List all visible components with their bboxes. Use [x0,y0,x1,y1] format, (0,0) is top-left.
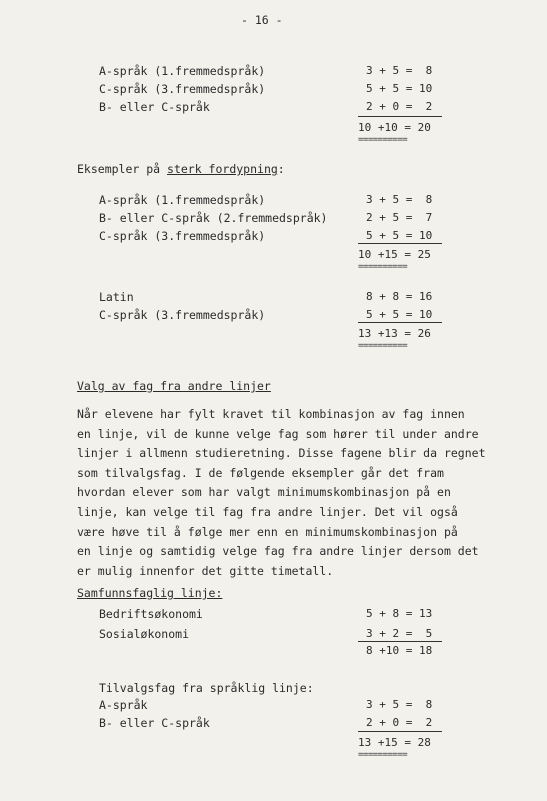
table1-row-value: 5 + 5 = 10 [366,82,433,95]
table1-row-value: 3 + 5 = 8 [366,64,433,77]
table3-total: 13 +13 = 26 [358,327,431,340]
heading-sterk-fordypning: Eksempler på sterk fordypning: [77,162,285,176]
table4-row-value: 3 + 2 = 5 [366,627,433,640]
sum-rule [358,322,442,323]
table3-row-label: Latin [99,290,134,304]
sum-rule [358,641,442,642]
heading-tilvalgsfag: Tilvalgsfag fra språklig linje: [99,681,314,695]
double-rule: ========== [358,750,408,760]
table5-total: 13 +15 = 28 [358,736,431,749]
table2-row-value: 3 + 5 = 8 [366,193,433,206]
sum-rule [358,731,442,732]
table2-row-value: 5 + 5 = 10 [366,229,433,242]
heading-samfunnsfaglig: Samfunnsfaglig linje: [77,586,223,600]
table5-row-value: 3 + 5 = 8 [366,698,433,711]
table1-row-label: B- eller C-språk [99,100,210,114]
table5-row-label: A-språk [99,698,148,712]
heading-valg-av-fag: Valg av fag fra andre linjer [77,379,271,393]
table3-row-label: C-språk (3.fremmedspråk) [99,308,266,322]
body-paragraph: Når elevene har fylt kravet til kombinasjon av fag innen en linje, vil de kunne velge fag som hører til under andre linjer i allmenn studieretning. Disse fagene blir da regnet som tilvalgsfag. I de følgende eksempler går det fram hvordan elever som har valgt minimumskombinasjon på en linje, kan velge til fag fra andre linjer. Det vil også være høve til å følge mer enn en minimumskombinasjon på en linje og samtidig velge fag fra andre linjer dersom det er mulig innenfor det gitte timetall. [77,407,486,578]
table1-row-value: 2 + 0 = 2 [366,100,433,113]
table1-total: 10 +10 = 20 [358,121,431,134]
table1-row-label: A-språk (1.fremmedspråk) [99,64,266,78]
page-number: - 16 - [241,13,283,27]
table4-row-label: Bedriftsøkonomi [99,607,203,621]
table4-row-value: 5 + 8 = 13 [366,607,433,620]
sum-rule [358,243,442,244]
table4-total: 8 +10 = 18 [366,644,433,657]
table3-row-value: 8 + 8 = 16 [366,290,433,303]
table3-row-value: 5 + 5 = 10 [366,308,433,321]
table2-row-label: C-språk (3.fremmedspråk) [99,229,266,243]
double-rule: ========== [358,135,408,145]
table2-row-label: B- eller C-språk (2.fremmedspråk) [99,211,328,225]
double-rule: ========== [358,341,408,351]
table2-row-label: A-språk (1.fremmedspråk) [99,193,266,207]
table5-row-value: 2 + 0 = 2 [366,716,433,729]
double-rule: ========== [358,262,408,272]
table2-row-value: 2 + 5 = 7 [366,211,433,224]
sum-rule [358,116,442,117]
table4-row-label: Sosialøkonomi [99,627,190,641]
table2-total: 10 +15 = 25 [358,248,431,261]
table1-row-label: C-språk (3.fremmedspråk) [99,82,266,96]
table5-row-label: B- eller C-språk [99,716,210,730]
